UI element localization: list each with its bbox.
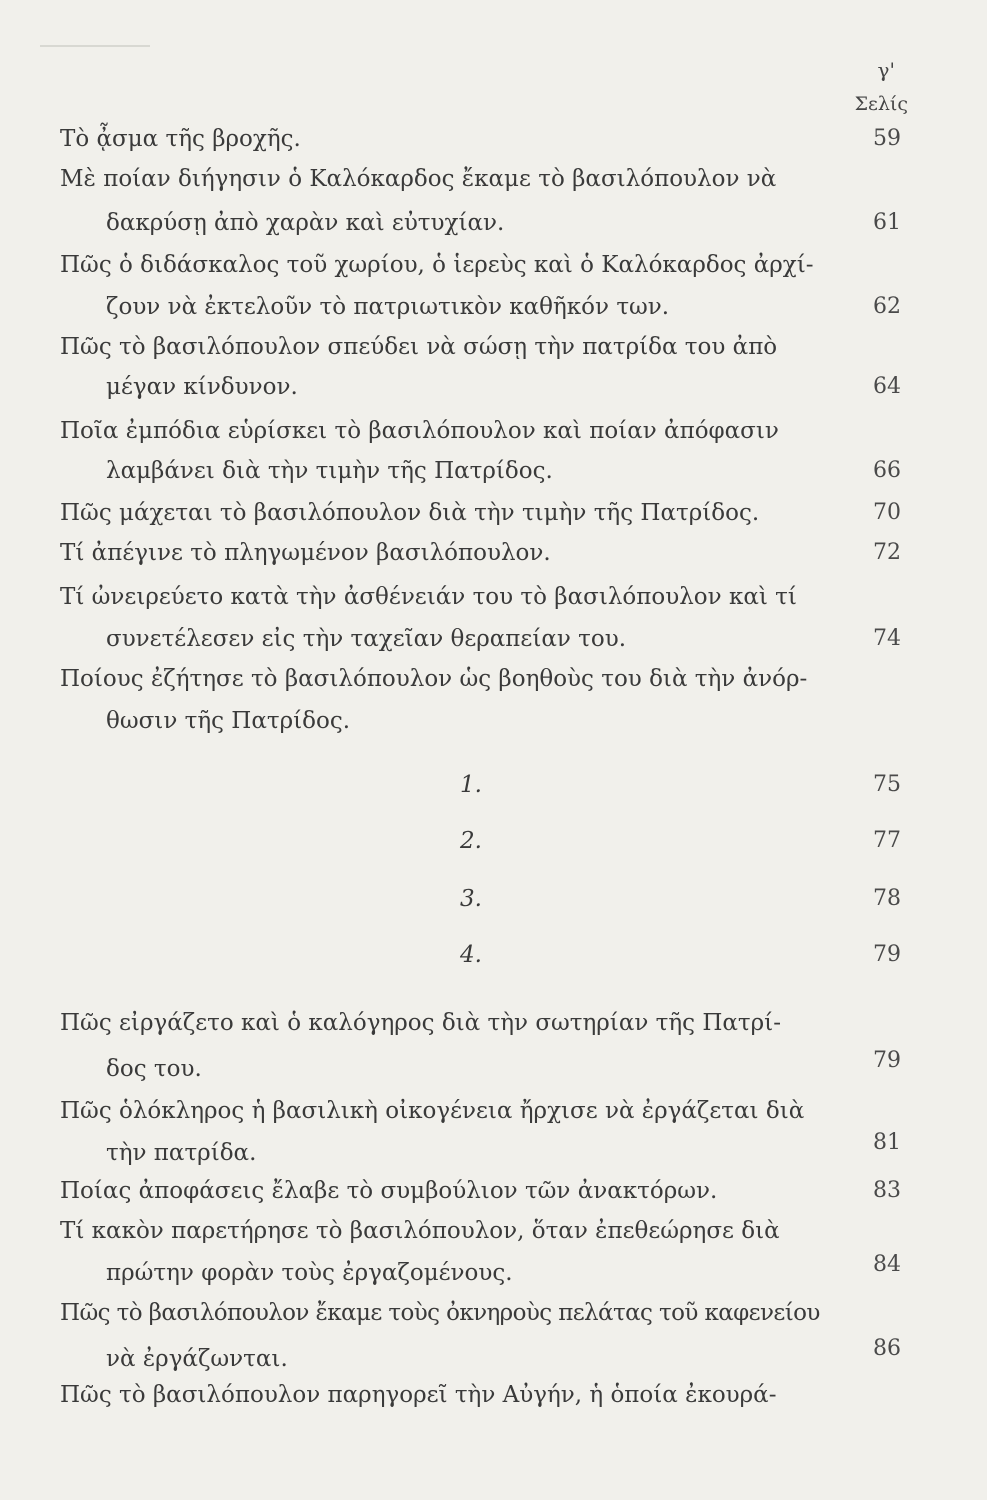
page-column-label: Σελίς xyxy=(854,93,908,115)
toc-entry-page: 61 xyxy=(873,210,901,235)
toc-entry-text: νὰ ἐργάζωνται. xyxy=(106,1346,288,1372)
toc-sub-entry-page: 77 xyxy=(873,828,901,853)
toc-entry-text: λαμβάνει διὰ τὴν τιμὴν τῆς Πατρίδος. xyxy=(106,458,553,484)
toc-entry-page: 66 xyxy=(873,458,901,483)
toc-entry-page: 83 xyxy=(873,1178,901,1203)
toc-entry-text: συνετέλεσεν εἰς τὴν ταχεῖαν θεραπείαν του. xyxy=(106,626,627,652)
toc-entry-text: Πῶς ὁλόκληρος ἡ βασιλικὴ οἰκογένεια ἤρχισε νὰ ἐργάζεται διὰ xyxy=(60,1098,805,1124)
toc-entry-text: Τί κακὸν παρετήρησε τὸ βασιλόπουλον, ὅταν ἐπεθεώρησε διὰ xyxy=(60,1218,780,1244)
toc-entry-page: 72 xyxy=(873,540,901,565)
toc-entry-page: 59 xyxy=(873,126,901,151)
toc-entry-text: Ποίους ἐζήτησε τὸ βασιλόπουλον ὡς βοηθοὺς του διὰ τὴν ἀνόρ- xyxy=(60,666,808,692)
toc-entry-text: πρώτην φορὰν τοὺς ἐργαζομένους. xyxy=(106,1260,513,1286)
toc-sub-entry-page: 78 xyxy=(873,886,901,911)
toc-entry-cut-off: Πῶς τὸ βασιλόπουλον παρηγορεῖ τὴν Αὐγήν, ἡ ὁποία ἐκουρά- xyxy=(60,1382,777,1408)
toc-entry-page: 64 xyxy=(873,374,901,399)
toc-sub-entry-label: 3. xyxy=(460,886,482,912)
toc-entry-text: μέγαν κίνδυνον. xyxy=(106,374,298,400)
toc-entry-page: 74 xyxy=(873,626,901,651)
toc-entry-text: Πῶς ὁ διδάσκαλος τοῦ χωρίου, ὁ ἱερεὺς καὶ ὁ Καλόκαρδος ἀρχί- xyxy=(60,252,814,278)
toc-entry-text: Πῶς τὸ βασιλόπουλον ἔκαμε τοὺς ὀκνηροὺς πελάτας τοῦ καφενείου xyxy=(60,1300,820,1326)
top-rule-divider xyxy=(40,45,150,47)
toc-entry-text: Τί ἀπέγινε τὸ πληγωμένον βασιλόπουλον. xyxy=(60,540,551,566)
toc-entry-text: θωσιν τῆς Πατρίδος. xyxy=(106,708,351,734)
toc-entry-text: ζουν νὰ ἐκτελοῦν τὸ πατριωτικὸν καθῆκόν των. xyxy=(106,294,670,320)
page-signature-mark: γ' xyxy=(877,58,895,82)
toc-entry-page: 84 xyxy=(873,1252,901,1277)
toc-entry-text: Μὲ ποίαν διήγησιν ὁ Καλόκαρδος ἔκαμε τὸ βασιλόπουλον νὰ xyxy=(60,166,777,192)
toc-entry-text: Ποίας ἀποφάσεις ἔλαβε τὸ συμβούλιον τῶν ἀνακτόρων. xyxy=(60,1178,718,1204)
toc-entry-page: 70 xyxy=(873,500,901,525)
toc-sub-entry-label: 2. xyxy=(460,828,482,854)
toc-sub-entry-label: 4. xyxy=(460,942,482,968)
toc-sub-entry-label: 1. xyxy=(460,772,482,798)
toc-sub-entry-page: 75 xyxy=(873,772,901,797)
toc-entry-page: 81 xyxy=(873,1130,901,1155)
toc-entry-text: Ποῖα ἐμπόδια εὑρίσκει τὸ βασιλόπουλον καὶ ποίαν ἀπόφασιν xyxy=(60,418,779,444)
toc-entry-text: Πῶς τὸ βασιλόπουλον σπεύδει νὰ σώσῃ τὴν πατρίδα του ἀπὸ xyxy=(60,334,778,360)
toc-sub-entry-page: 79 xyxy=(873,942,901,967)
toc-entry-text: τὴν πατρίδα. xyxy=(106,1140,257,1166)
toc-entry-text: Πῶς μάχεται τὸ βασιλόπουλον διὰ τὴν τιμὴν τῆς Πατρίδος. xyxy=(60,500,760,526)
toc-entry-text: δος του. xyxy=(106,1056,202,1082)
toc-entry-text: Τὸ ᾆσμα τῆς βροχῆς. xyxy=(60,126,301,152)
toc-entry-page: 86 xyxy=(873,1336,901,1361)
toc-entry-text: Τί ὠνειρεύετο κατὰ τὴν ἀσθένειάν του τὸ βασιλόπουλον καὶ τί xyxy=(60,584,797,610)
toc-entry-text: Πῶς εἰργάζετο καὶ ὁ καλόγηρος διὰ τὴν σωτηρίαν τῆς Πατρί- xyxy=(60,1010,781,1036)
toc-entry-text: δακρύσῃ ἀπὸ χαρὰν καὶ εὐτυχίαν. xyxy=(106,210,505,236)
toc-entry-page: 79 xyxy=(873,1048,901,1073)
toc-entry-page: 62 xyxy=(873,294,901,319)
